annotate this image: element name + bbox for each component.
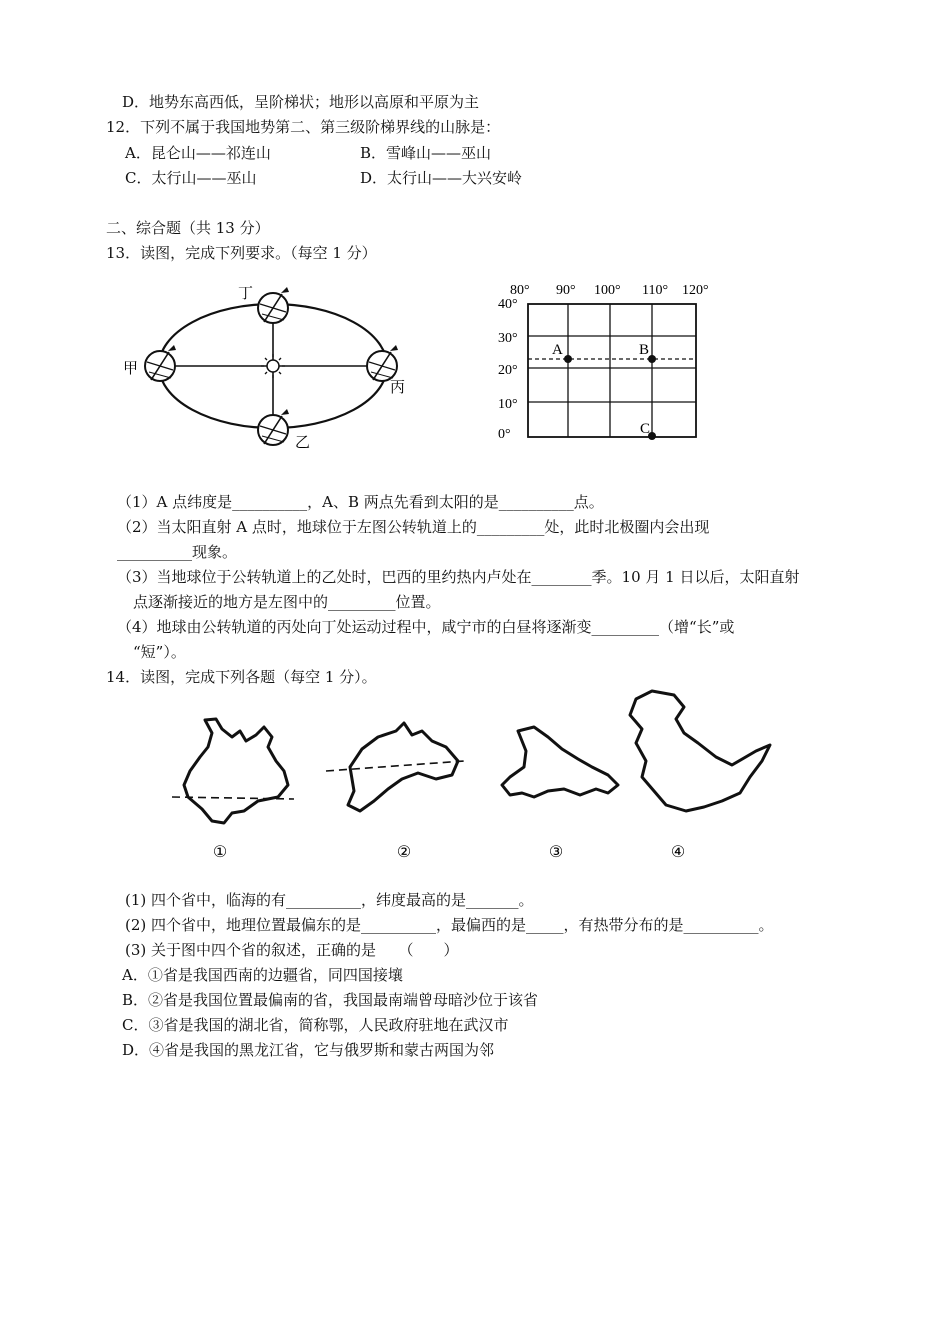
q13-part4: （4）地球由公转轨道的丙处向丁处运动过程中，咸宁市的白昼将逐渐变_________（增“长”或: [117, 618, 735, 636]
q13-part1: （1）A 点纬度是__________，A、B 两点先看到太阳的是__________点。: [117, 493, 604, 511]
q14-part3: (3) 关于图中四个省的叙述，正确的是 （ ）: [125, 941, 459, 959]
lon-label: 120°: [682, 283, 709, 298]
lat-label: 10°: [498, 397, 518, 412]
province-outline-2: [348, 723, 458, 811]
lat-label: 0°: [498, 427, 511, 442]
orbit-label-jia: 甲: [123, 361, 139, 377]
lat-long-grid: [492, 276, 727, 446]
lat-label: 40°: [498, 297, 518, 312]
lat-label: 30°: [498, 331, 518, 346]
orbit-label-ding: 丁: [238, 286, 254, 302]
point-b-marker: [648, 355, 656, 363]
q13-part3: （3）当地球位于公转轨道上的乙处时，巴西的里约热内卢处在________季。10 月 1 日以后，太阳直射: [117, 568, 800, 586]
lon-label: 100°: [594, 283, 621, 298]
q14-option-a: A．①省是我国西南的边疆省，同四国接壤: [122, 966, 403, 984]
q14-part2: (2) 四个省中，地理位置最偏东的是__________，最偏西的是_____，有热带分布的是__________。: [125, 916, 774, 934]
point-a-label: A: [552, 342, 563, 358]
q14-part1: (1) 四个省中，临海的有__________，纬度最高的是_______。: [125, 891, 534, 909]
q12-option-b: B．雪峰山——巫山: [360, 144, 492, 162]
earth-icon-yi: [258, 409, 289, 445]
q12-option-a: A．昆仑山——祁连山: [125, 144, 271, 162]
point-c-label: C: [640, 421, 651, 437]
section-title: 二、综合题（共 13 分）: [106, 219, 270, 237]
earth-icon-bing: [367, 345, 398, 381]
province-outline-3: [502, 727, 618, 797]
lat-label: 20°: [498, 363, 518, 378]
map-label-1: ①: [212, 844, 228, 861]
province-outline-4: [630, 691, 770, 811]
orbit-diagram: [120, 270, 420, 460]
map-label-3: ③: [548, 844, 564, 861]
q14-stem: 14．读图，完成下列各题（每空 1 分）。: [106, 668, 377, 686]
orbit-label-yi: 乙: [295, 435, 311, 451]
province-outline-1: [184, 719, 288, 823]
q14-option-d: D．④省是我国的黑龙江省，它与俄罗斯和蒙古两国为邻: [122, 1041, 495, 1059]
lon-label: 110°: [642, 283, 669, 298]
q12-option-d: D．太行山——大兴安岭: [360, 169, 523, 187]
lon-label: 90°: [556, 283, 576, 298]
q14-option-c: C．③省是我国的湖北省，简称鄂，人民政府驻地在武汉市: [122, 1016, 509, 1034]
earth-icon-jia: [145, 345, 176, 381]
earth-icon-ding: [258, 287, 289, 323]
q14-option-b: B．②省是我国位置最偏南的省，我国最南端曾母暗沙位于该省: [122, 991, 539, 1009]
orbit-label-bing: 丙: [390, 380, 406, 396]
q13-part3-cont: 点逐渐接近的地方是左图中的_________位置。: [133, 593, 441, 611]
map-label-2: ②: [396, 844, 412, 861]
map-label-4: ④: [670, 844, 686, 861]
q11-option-d: D．地势东高西低，呈阶梯状；地形以高原和平原为主: [122, 93, 480, 111]
point-a-marker: [564, 355, 572, 363]
q13-part2: （2）当太阳直射 A 点时，地球位于左图公转轨道上的_________处，此时北极圈内会出现: [117, 518, 710, 536]
lon-label: 80°: [510, 283, 530, 298]
q13-part2-cont: __________现象。: [117, 543, 238, 561]
q12-option-c: C．太行山——巫山: [125, 169, 257, 187]
q12-stem: 12．下列不属于我国地势第二、第三级阶梯界线的山脉是：: [106, 118, 501, 136]
q13-stem: 13．读图，完成下列要求。（每空 1 分）: [106, 244, 377, 262]
point-b-label: B: [639, 342, 650, 358]
q13-part4-cont: “短”）。: [133, 643, 186, 661]
province-outlines: [160, 685, 790, 865]
